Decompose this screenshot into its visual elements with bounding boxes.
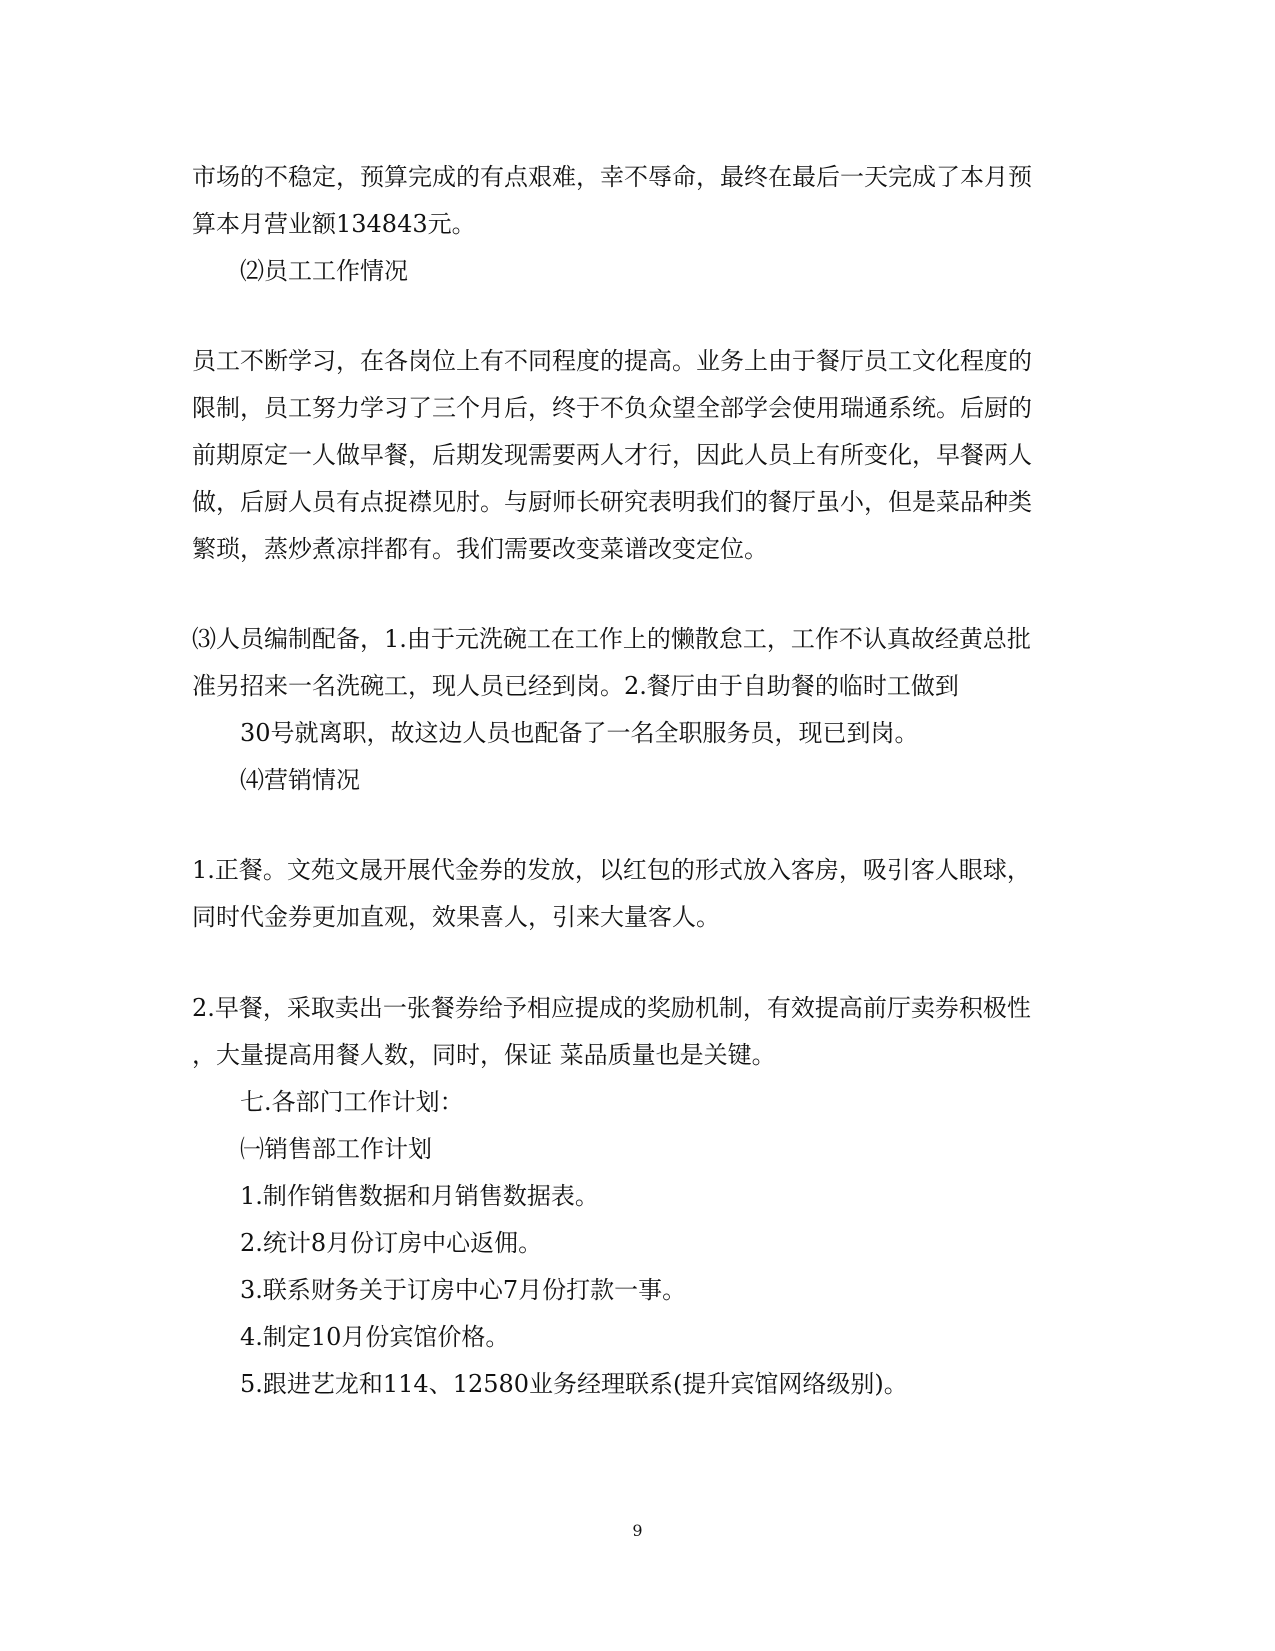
text-line: 限制，员工努力学习了三个月后，终于不负众望全部学会使用瑞通系统。后厨的	[192, 394, 1032, 422]
section-heading: ⑵员工工作情况	[240, 257, 408, 285]
text-line: 前期原定一人做早餐，后期发现需要两人才行，因此人员上有所变化，早餐两人	[192, 441, 1032, 469]
list-item: 3.联系财务关于订房中心7月份打款一事。	[240, 1276, 687, 1304]
list-item: 4.制定10月份宾馆价格。	[240, 1323, 510, 1351]
text-line: 市场的不稳定，预算完成的有点艰难，幸不辱命，最终在最后一天完成了本月预	[192, 163, 1032, 191]
text-line: 繁琐，蒸炒煮凉拌都有。我们需要改变菜谱改变定位。	[192, 535, 768, 563]
text-line: 员工不断学习，在各岗位上有不同程度的提高。业务上由于餐厅员工文化程度的	[192, 347, 1032, 375]
text-line: 同时代金券更加直观，效果喜人，引来大量客人。	[192, 903, 720, 931]
section-heading: ⑷营销情况	[240, 766, 360, 794]
text-line: 做，后厨人员有点捉襟见肘。与厨师长研究表明我们的餐厅虽小，但是菜品种类	[192, 488, 1032, 516]
text-line: ，大量提高用餐人数，同时，保证 菜品质量也是关键。	[192, 1041, 776, 1069]
text-line: 2.早餐，采取卖出一张餐券给予相应提成的奖励机制，有效提高前厅卖券积极性	[192, 994, 1031, 1022]
list-item: 2.统计8月份订房中心返佣。	[240, 1229, 543, 1257]
list-item: 5.跟进艺龙和114、12580业务经理联系(提升宾馆网络级别)。	[240, 1370, 908, 1398]
text-line: 1.正餐。文苑文晟开展代金券的发放，以红包的形式放入客房，吸引客人眼球，	[192, 856, 1031, 884]
section-heading: 七.各部门工作计划：	[240, 1088, 464, 1116]
list-item: 1.制作销售数据和月销售数据表。	[240, 1182, 599, 1210]
text-line: 30号就离职，故这边人员也配备了一名全职服务员，现已到岗。	[240, 719, 919, 747]
text-line: ⑶人员编制配备，1.由于元洗碗工在工作上的懒散怠工，工作不认真故经黄总批	[192, 625, 1031, 653]
text-line: 准另招来一名洗碗工，现人员已经到岗。2.餐厅由于自助餐的临时工做到	[192, 672, 959, 700]
section-heading: ㈠销售部工作计划	[240, 1135, 432, 1163]
page-number: 9	[632, 1521, 643, 1540]
text-line: 算本月营业额134843元。	[192, 210, 476, 238]
